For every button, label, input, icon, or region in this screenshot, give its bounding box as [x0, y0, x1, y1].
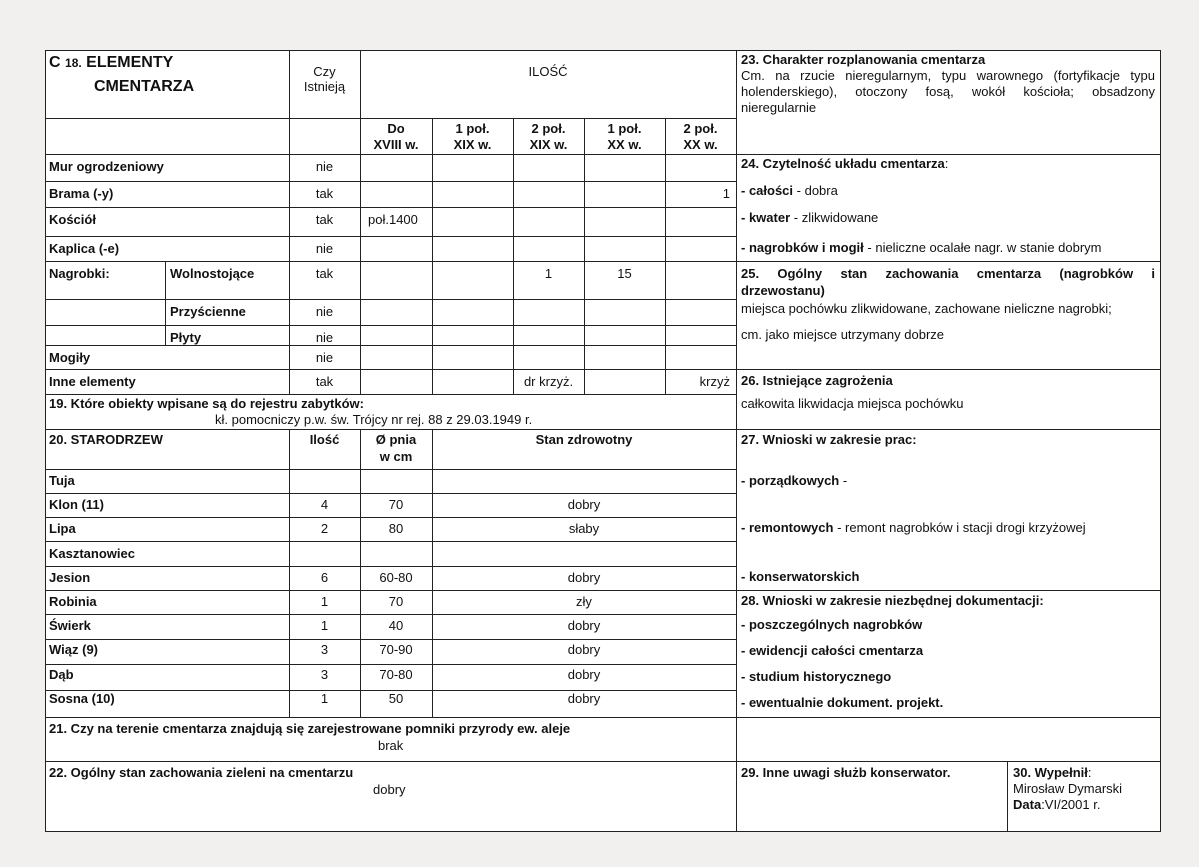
section-30-label: 30. Wypełnił [1013, 765, 1088, 780]
section-27-item-3 [741, 569, 860, 584]
element-row-9-name: Inne elementy [49, 374, 136, 389]
period-header-2-line2: XIX w. [453, 137, 492, 152]
section-30-name: Mirosław Dymarski [1013, 781, 1123, 796]
section-27-item-2 [741, 520, 1086, 535]
element-row-5-name: Nagrobki: [49, 266, 110, 281]
tree-row-6-species: Robinia [49, 594, 97, 609]
section-18-title [49, 54, 173, 72]
section-24-item-3 [741, 240, 1102, 255]
element-row-9-period-5: krzyż [699, 374, 730, 389]
tree-row-10-quantity: 1 [320, 691, 329, 706]
section-24-item-2 [741, 210, 878, 225]
tree-row-5-species: Jesion [49, 570, 91, 585]
tree-row-7-quantity: 1 [320, 618, 329, 633]
section-26-value: całkowita likwidacja miejsca pochówku [741, 396, 964, 411]
element-row-5-period-4: 15 [617, 266, 632, 281]
tree-row-10-health: dobry [567, 691, 601, 706]
section-25-label-line2: drzewostanu) [741, 283, 825, 298]
element-row-8-name: Mogiły [49, 350, 91, 365]
section-22-label: 22. Ogólny stan zachowania zieleni na cmentarzu [49, 765, 354, 780]
section-25-label: 25. Ogólny stan zachowania cmentarza (nagrobków i [741, 266, 1155, 281]
section-22-value: dobry [373, 782, 406, 797]
element-row-9-period-3: dr krzyż. [523, 374, 574, 389]
element-row-4-exists: nie [315, 241, 334, 256]
tree-row-2-quantity: 4 [320, 497, 329, 512]
tree-row-5-quantity: 6 [320, 570, 329, 585]
element-row-3-name: Kościół [49, 212, 96, 227]
tree-row-8-quantity: 3 [320, 642, 329, 657]
section-18-title-line2: CMENTARZA [94, 78, 195, 95]
element-row-1-name: Mur ogrodzeniowy [49, 159, 164, 174]
section-27-item-2-key: - remontowych [741, 520, 834, 535]
tree-row-9-diameter: 70-80 [379, 667, 413, 682]
period-header-4-line2: XX w. [607, 137, 642, 152]
tree-row-8-species: Wiąz (9) [49, 642, 98, 657]
section-18-title-line1: ELEMENTY [86, 54, 174, 71]
col-quantity-header: ILOŚĆ [528, 64, 568, 79]
section-28-item-1: - poszczególnych nagrobków [741, 617, 923, 632]
section-27-item-3-key: - konserwatorskich [741, 569, 860, 584]
tree-row-9-quantity: 3 [320, 667, 329, 682]
tree-row-3-health: słaby [568, 521, 600, 536]
period-header-3-line1: 2 poł. [531, 121, 566, 136]
section-26-label: 26. Istniejące zagrożenia [741, 373, 893, 388]
tree-row-9-species: Dąb [49, 667, 74, 682]
cemetery-inventory-card [45, 50, 1161, 832]
section-27-item-1-value: - [839, 473, 848, 488]
section-21-label: 21. Czy na terenie cmentarza znajdują się zarejestrowane pomniki przyrody ew. aleje [49, 721, 571, 736]
element-row-2-exists: tak [315, 186, 334, 201]
element-row-5-exists: tak [315, 266, 334, 281]
tree-row-6-health: zły [576, 594, 592, 609]
col-trunk-diameter-line2: w cm [379, 449, 413, 464]
element-row-3-exists: tak [315, 212, 334, 227]
section-29-label: 29. Inne uwagi służb konserwator. [741, 765, 951, 780]
element-row-7-exists: nie [315, 330, 334, 345]
section-24-item-2-key: - kwater [741, 210, 791, 225]
tree-row-2-health: dobry [567, 497, 601, 512]
element-row-4-name: Kaplica (-e) [49, 241, 120, 256]
element-row-2-name: Brama (-y) [49, 186, 114, 201]
tree-row-1-species: Tuja [49, 473, 75, 488]
section-18-prefix: C [49, 54, 61, 71]
tree-row-6-quantity: 1 [320, 594, 329, 609]
section-28-item-3: - studium historycznego [741, 669, 892, 684]
section-23-label: 23. Charakter rozplanowania cmentarza [741, 52, 986, 67]
tree-row-7-species: Świerk [49, 618, 91, 633]
element-row-5-period-3: 1 [544, 266, 553, 281]
section-24-item-1 [741, 183, 838, 198]
section-24-colon: : [944, 156, 949, 171]
section-20-label: 20. STARODRZEW [49, 432, 163, 447]
element-row-6-subtype: Przyścienne [170, 304, 246, 319]
section-25-line2: cm. jako miejsce utrzymany dobrze [741, 327, 945, 342]
section-27-label: 27. Wnioski w zakresie prac: [741, 432, 917, 447]
section-28-item-4: - ewentualnie dokument. projekt. [741, 695, 944, 710]
tree-row-5-health: dobry [567, 570, 601, 585]
tree-row-3-species: Lipa [49, 521, 76, 536]
tree-row-2-diameter: 70 [388, 497, 404, 512]
element-row-1-exists: nie [315, 159, 334, 174]
tree-row-3-quantity: 2 [320, 521, 329, 536]
section-24-item-3-value: - nieliczne ocalałe nagr. w stanie dobrym [863, 240, 1102, 255]
col-trunk-diameter-line1: Ø pnia [375, 432, 417, 447]
period-header-5-line1: 2 poł. [683, 121, 718, 136]
period-header-2-line1: 1 poł. [455, 121, 490, 136]
period-header-5-line2: XX w. [683, 137, 718, 152]
section-19-value: kł. pomocniczy p.w. św. Trójcy nr rej. 88 z 29.03.1949 r. [215, 412, 533, 427]
col-health-header: Stan zdrowotny [535, 432, 633, 447]
tree-row-6-diameter: 70 [388, 594, 404, 609]
period-header-4-line1: 1 poł. [607, 121, 642, 136]
element-row-5-subtype: Wolnostojące [170, 266, 255, 281]
element-row-2-period-5: 1 [722, 186, 730, 201]
section-27-item-1-key: - porządkowych [741, 473, 840, 488]
tree-row-3-diameter: 80 [388, 521, 404, 536]
section-18-number: 18. [65, 56, 82, 70]
col-exists-line2: Istnieją [303, 79, 346, 94]
section-24-heading [741, 156, 948, 171]
section-30-heading [1013, 765, 1092, 780]
col-exists-line1: Czy [313, 64, 336, 79]
period-header-3-line2: XIX w. [529, 137, 568, 152]
tree-row-7-diameter: 40 [388, 618, 404, 633]
section-19-label: 19. Które obiekty wpisane są do rejestru zabytków: [49, 396, 364, 411]
period-header-1-line1: Do [387, 121, 405, 136]
tree-row-5-diameter: 60-80 [379, 570, 413, 585]
element-row-3-period-1: poł.1400 [368, 212, 418, 227]
section-30-date-value: :VI/2001 r. [1041, 797, 1101, 812]
section-24-item-2-value: - zlikwidowane [790, 210, 879, 225]
section-23-text: Cm. na rzucie nieregularnym, typu warownego (fortyfikacje typu holenderskiego), otoczony fosą, wokół kościoła; obsadzony nieregularnie [741, 68, 1155, 115]
section-28-item-2: - ewidencji całości cmentarza [741, 643, 924, 658]
tree-row-10-species: Sosna (10) [49, 691, 115, 706]
section-30-date-label: Data [1013, 797, 1042, 812]
section-24-item-3-key: - nagrobków i mogił [741, 240, 864, 255]
section-30-colon: : [1087, 765, 1092, 780]
tree-row-9-health: dobry [567, 667, 601, 682]
section-24-item-1-key: - całości [741, 183, 794, 198]
tree-row-8-diameter: 70-90 [379, 642, 413, 657]
section-27-item-2-value: - remont nagrobków i stacji drogi krzyżowej [833, 520, 1086, 535]
tree-row-4-species: Kasztanowiec [49, 546, 135, 561]
section-24-label: 24. Czytelność układu cmentarza [741, 156, 945, 171]
tree-row-2-species: Klon (11) [49, 497, 104, 512]
tree-row-8-health: dobry [567, 642, 601, 657]
element-row-6-exists: nie [315, 304, 334, 319]
section-30-date [1013, 797, 1100, 812]
period-header-1-line2: XVIII w. [373, 137, 419, 152]
element-row-8-exists: nie [315, 350, 334, 365]
section-25-line1: miejsca pochówku zlikwidowane, zachowane nieliczne nagrobki; [741, 301, 1112, 316]
col-tree-qty-header: Ilość [309, 432, 340, 447]
element-row-9-exists: tak [315, 374, 334, 389]
section-28-label: 28. Wnioski w zakresie niezbędnej dokumentacji: [741, 593, 1044, 608]
section-27-item-1 [741, 473, 847, 488]
tree-row-7-health: dobry [567, 618, 601, 633]
section-21-value: brak [378, 738, 404, 753]
tree-row-10-diameter: 50 [388, 691, 404, 706]
section-24-item-1-value: - dobra [793, 183, 838, 198]
element-row-7-subtype: Płyty [170, 330, 202, 345]
